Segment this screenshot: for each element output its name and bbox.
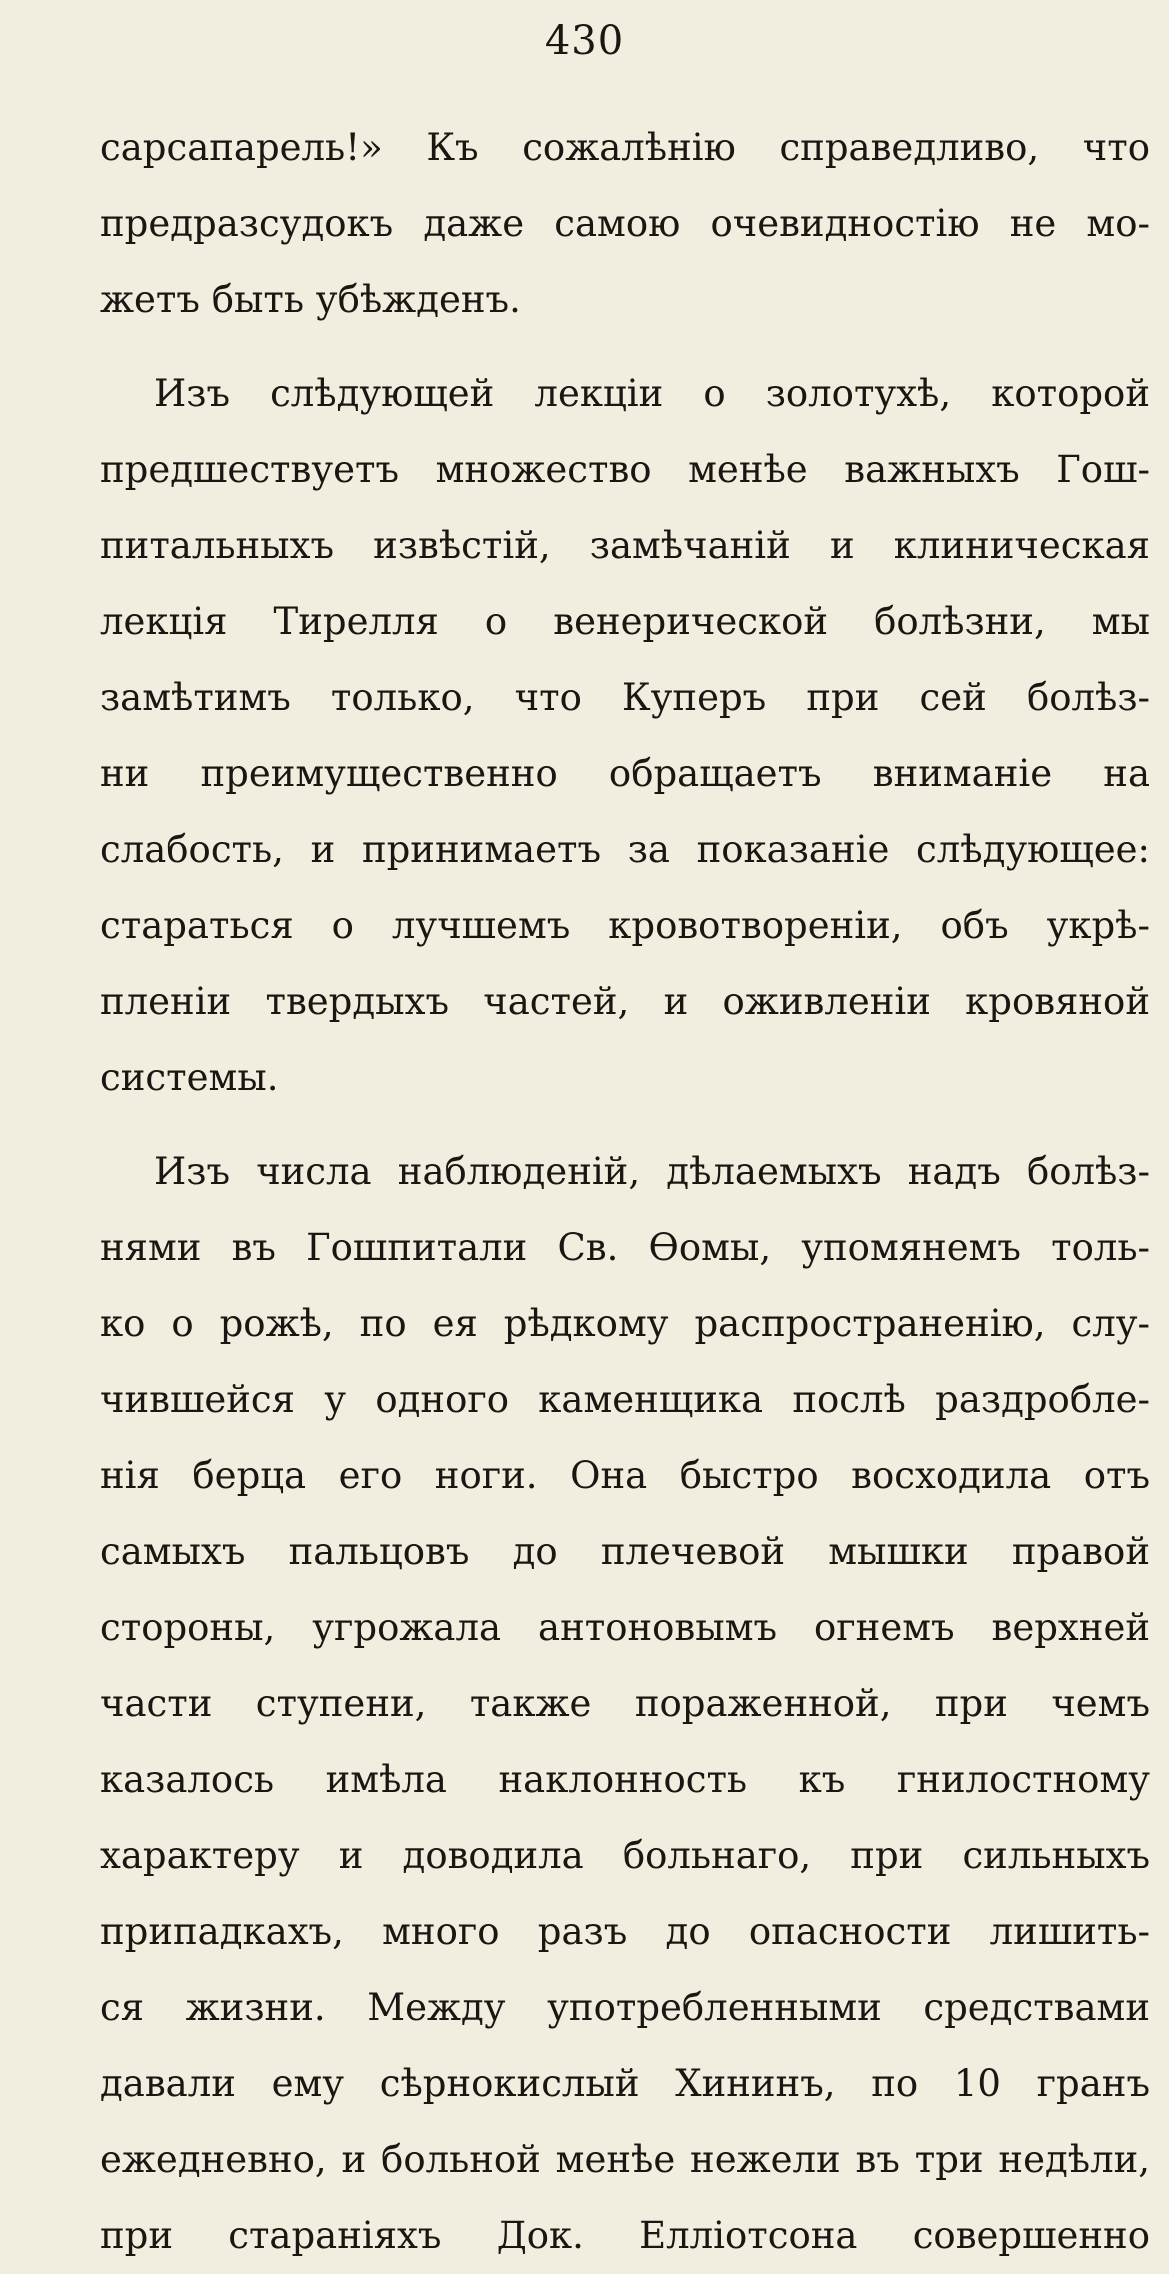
paragraph-3 <box>100 1134 1150 2274</box>
text-line: нія берца его ноги. Она быстро восходила отъ <box>100 1454 1150 1497</box>
paragraph-2 <box>100 356 1150 1116</box>
text-line: стараться о лучшемъ кровотвореніи, объ укрѣ- <box>100 904 1150 947</box>
text-line: системы. <box>100 1056 279 1099</box>
body-text <box>100 110 1150 2274</box>
text-line: припадкахъ, много разъ до опасности лишить- <box>100 1910 1150 1953</box>
paragraph-gap <box>100 1116 1150 1134</box>
text-line: самыхъ пальцовъ до плечевой мышки правой <box>100 1530 1150 1573</box>
text-line: питальныхъ извѣстій, замѣчаній и клиническая <box>100 524 1150 567</box>
text-line: ни преимущественно обращаетъ вниманіе на <box>100 752 1150 795</box>
text-line: чившейся у одного каменщика послѣ раздробле- <box>100 1378 1150 1421</box>
text-line: предразсудокъ даже самою очевидностію не мо- <box>100 202 1150 245</box>
text-line: слабость, и принимаетъ за показаніе слѣдующее: <box>100 828 1150 871</box>
page-number: 430 <box>544 18 625 64</box>
text-line: жетъ быть убѣжденъ. <box>100 278 521 321</box>
text-line: замѣтимъ только, что Куперъ при сей болѣз- <box>100 676 1150 719</box>
text-line: при стараніяхъ Док. Елліотсона совершенно <box>100 2214 1150 2257</box>
paragraph-gap <box>100 338 1150 356</box>
text-line: стороны, угрожала антоновымъ огнемъ верхней <box>100 1606 1150 1649</box>
text-line: части ступени, также пораженной, при чемъ <box>100 1682 1150 1725</box>
text-line: пленіи твердыхъ частей, и оживленіи кровяной <box>100 980 1150 1023</box>
paragraph-1 <box>100 110 1150 338</box>
text-line: Изъ числа наблюденій, дѣлаемыхъ надъ болѣз- <box>154 1150 1150 1193</box>
text-line: характеру и доводила больнаго, при сильныхъ <box>100 1834 1150 1877</box>
text-line: сарсапарель!» Къ сожалѣнію справедливо, что <box>100 126 1150 169</box>
text-line: давали ему сѣрнокислый Хининъ, по 10 гранъ <box>100 2062 1150 2105</box>
text-line: нями въ Гошпитали Св. Ѳомы, упомянемъ толь- <box>100 1226 1150 1269</box>
text-line: казалось имѣла наклонность къ гнилостному <box>100 1758 1150 1801</box>
text-line: лекція Тирелля о венерической болѣзни, мы <box>100 600 1150 643</box>
text-line: ко о рожѣ, по ея рѣдкому распространенію, слу- <box>100 1302 1150 1345</box>
text-line: ся жизни. Между употребленными средствами <box>100 1986 1150 2029</box>
text-line: предшествуетъ множество менѣе важныхъ Гош- <box>100 448 1150 491</box>
text-line: Изъ слѣдующей лекціи о золотухѣ, которой <box>154 372 1150 415</box>
text-line: ежедневно, и больной менѣе нежели въ три недѣли, <box>100 2138 1150 2181</box>
